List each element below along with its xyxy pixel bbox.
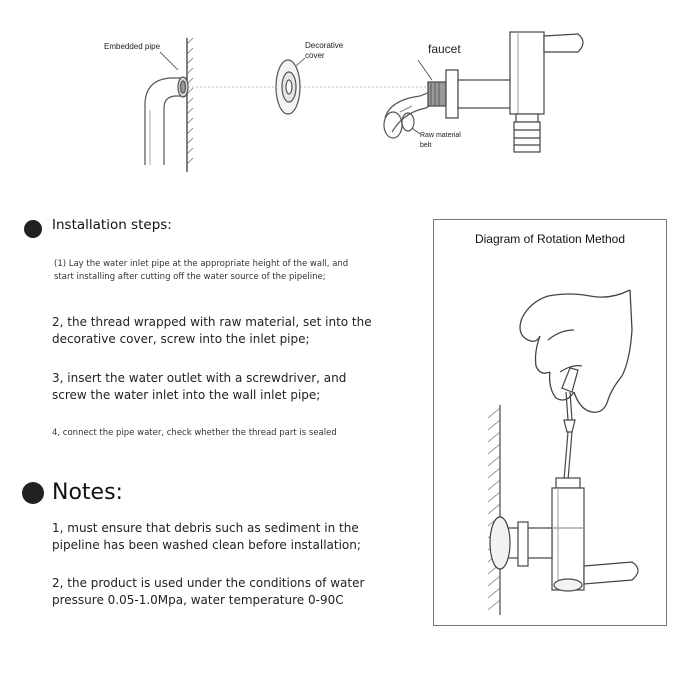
step2-line1: 2, the thread wrapped with raw material, set into the: [52, 315, 372, 329]
faucet-label: faucet: [428, 42, 461, 56]
notes-bullet: [22, 482, 44, 504]
step4: 4, connect the pipe water, check whether the thread part is sealed: [52, 428, 337, 438]
step1-line2: start installing after cutting off the water source of the pipeline;: [54, 272, 326, 282]
top-exploded-diagram: [0, 0, 700, 200]
decorative-cover-drawing: [276, 60, 300, 114]
step3-line1: 3, insert the water outlet with a screwdriver, and: [52, 371, 347, 385]
note1-line2: pipeline has been washed clean before installation;: [52, 538, 361, 552]
step2-line2: decorative cover, screw into the inlet pipe;: [52, 332, 310, 346]
installation-heading: Installation steps:: [52, 217, 172, 233]
note2-line1: 2, the product is used under the conditions of water: [52, 576, 365, 590]
rotation-diagram-title: Diagram of Rotation Method: [474, 232, 626, 246]
embedded-pipe-label: Embedded pipe: [104, 42, 161, 51]
rotation-diagram-frame: [433, 219, 667, 626]
wall-hatching: [187, 38, 193, 164]
note2-line2: pressure 0.05-1.0Mpa, water temperature 0-90C: [52, 593, 344, 607]
step1-line1: (1) Lay the water inlet pipe at the appropriate height of the wall, and: [54, 259, 349, 269]
notes-heading: Notes:: [52, 480, 123, 505]
decorative-cover-label-line1: Decorative: [305, 41, 344, 50]
step3-line2: screw the water inlet into the wall inlet pipe;: [52, 388, 321, 402]
raw-material-label-line1: Raw material: [420, 132, 461, 139]
note1-line1: 1, must ensure that debris such as sediment in the: [52, 521, 359, 535]
decorative-cover-label-line2: cover: [305, 51, 325, 60]
installation-bullet: [24, 220, 42, 238]
raw-material-label-line2: belt: [420, 142, 432, 149]
embedded-pipe-drawing: [145, 77, 188, 165]
